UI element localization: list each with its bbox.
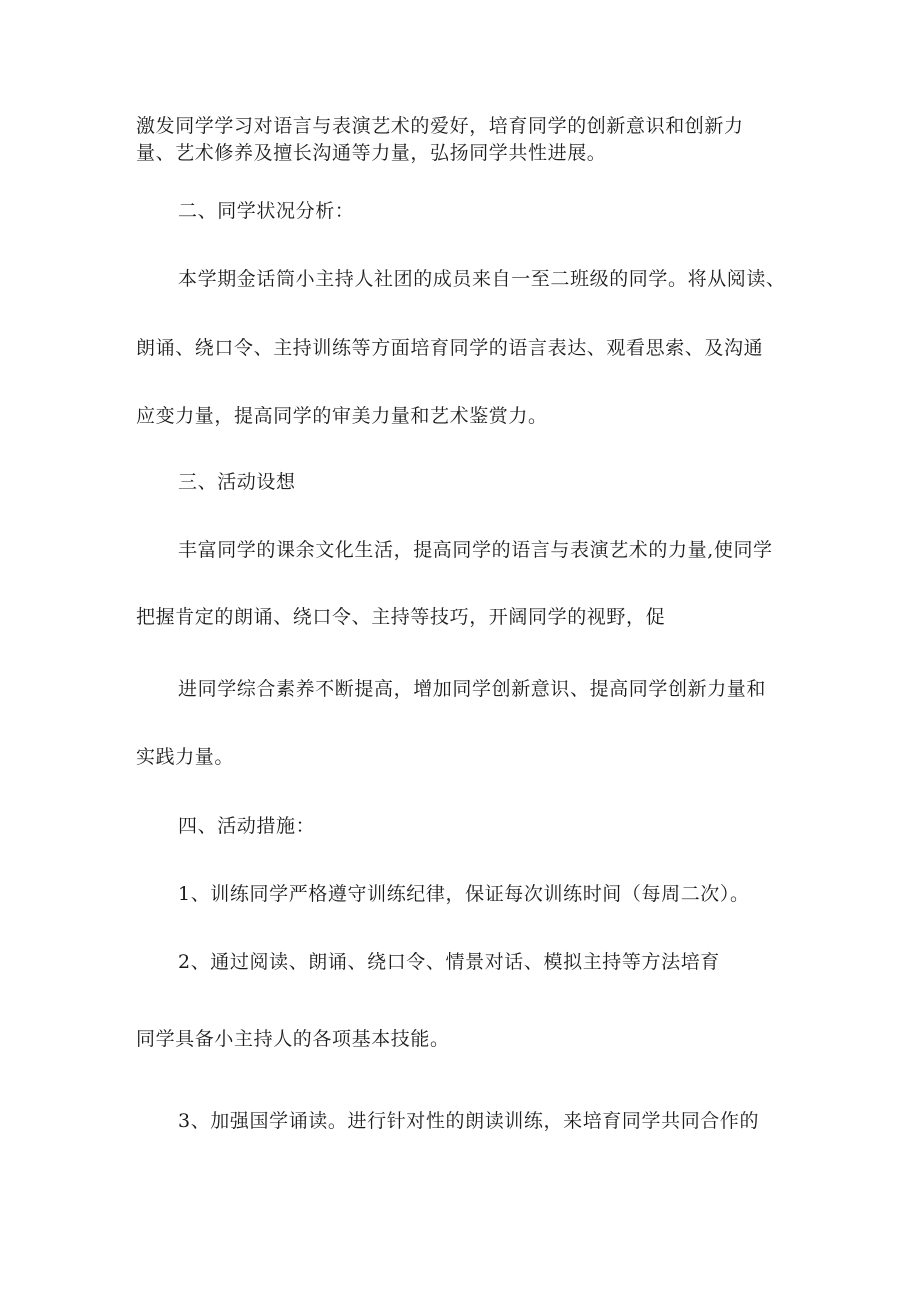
section-3-heading: 三、活动设想 [178,471,296,493]
section-2-line-3: 应变力量，提高同学的审美力量和艺术鉴赏力。 [136,405,548,427]
section-2-heading: 二、同学状况分析： [178,200,355,222]
section-4-item-2-line-2: 同学具备小主持人的各项基本技能。 [136,1028,450,1050]
section-2-line-2: 朗诵、绕口令、主持训练等方面培育同学的语言表达、观看思索、及沟通 [136,337,764,359]
section-2-line-1: 本学期金话筒小主持人社团的成员来自一至二班级的同学。将从阅读、 [178,268,786,290]
intro-line-2: 量、艺术修养及擅长沟通等力量，弘扬同学共性进展。 [136,142,607,164]
section-4-item-3-line-1: 3、加强国学诵读。进行针对性的朗读训练，来培育同学共同合作的 [178,1110,760,1132]
intro-line-1: 激发同学学习对语言与表演艺术的爱好，培育同学的创新意识和创新力 [136,115,744,137]
section-4-heading: 四、活动措施： [178,815,316,837]
section-3-line-4: 实践力量。 [136,746,235,768]
section-4-item-1: 1、训练同学严格遵守训练纪律，保证每次训练时间（每周二次）。 [178,883,750,905]
section-3-line-2: 把握肯定的朗诵、绕口令、主持等技巧，开阔同学的视野，促 [136,606,666,628]
section-4-item-2-line-1: 2、通过阅读、朗诵、绕口令、情景对话、模拟主持等方法培育 [178,951,720,973]
section-3-line-3: 进同学综合素养不断提高，增加同学创新意识、提高同学创新力量和 [178,678,767,700]
section-3-line-1: 丰富同学的课余文化生活，提高同学的语言与表演艺术的力量,使同学 [178,539,773,561]
